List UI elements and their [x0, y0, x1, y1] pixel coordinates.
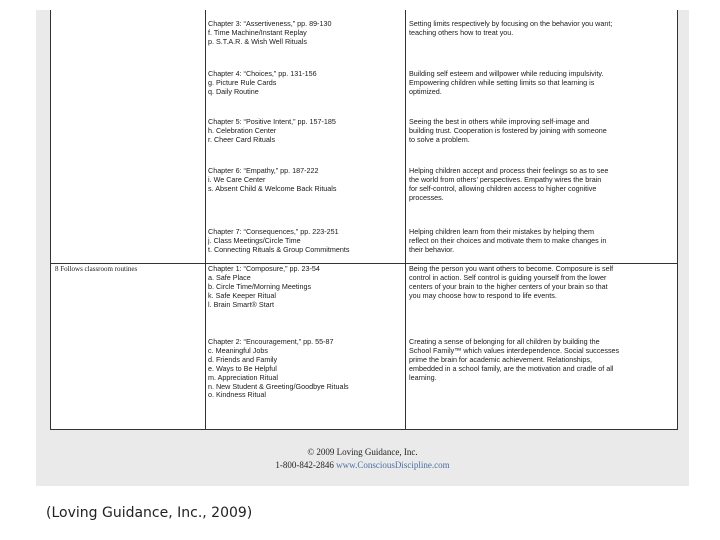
cell-line: t. Connecting Rituals & Group Commitments — [208, 244, 350, 254]
cell-line: Chapter 4: “Choices,” pp. 131-156 — [208, 69, 317, 78]
cell-line: embedded in a school family, are the motivation and cradle of all — [409, 363, 614, 373]
document-page — [36, 10, 689, 486]
description-cell — [409, 20, 674, 38]
cell-line: Chapter 3: “Assertiveness,” pp. 89-130 — [208, 19, 332, 28]
cell-line: a. Safe Place — [208, 272, 251, 282]
cell-line: n. New Student & Greeting/Goodbye Rituals — [208, 381, 349, 391]
cell-line: their behavior. — [409, 244, 455, 254]
cell-line: you may choose how to respond to life events. — [409, 290, 557, 300]
cell-line: teaching others how to treat you. — [409, 27, 514, 37]
cell-line: the world from others’ perspectives. Empathy wires the brain — [409, 174, 602, 184]
cell-line: f. Time Machine/Instant Replay — [208, 27, 307, 37]
description-cell — [409, 338, 674, 383]
cell-line: Setting limits respectively by focusing on the behavior you want; — [409, 19, 613, 28]
cell-line: m. Appreciation Ritual — [208, 372, 278, 382]
cell-line: q. Daily Routine — [208, 86, 259, 96]
chapter-cell — [208, 118, 403, 145]
cell-line: learning. — [409, 372, 437, 382]
footer-copyright: © 2009 Loving Guidance, Inc. — [307, 447, 418, 457]
cell-line: p. S.T.A.R. & Wish Well Rituals — [208, 36, 307, 46]
cell-line: centers of your brain to the higher centers of your brain so that — [409, 281, 608, 291]
cell-line: Chapter 5: “Positive Intent,” pp. 157-185 — [208, 117, 336, 126]
cell-line: building trust. Cooperation is fostered by joining with someone — [409, 125, 607, 135]
description-cell — [409, 118, 674, 145]
footer-contact — [36, 460, 689, 470]
cell-line: c. Meaningful Jobs — [208, 345, 268, 355]
cell-line: l. Brain Smart® Start — [208, 299, 275, 309]
cell-line: optimized. — [409, 86, 442, 96]
chapter-cell — [208, 167, 403, 194]
cell-line: reflect on their choices and motivate them to make changes in — [409, 235, 607, 245]
cell-line: d. Friends and Family — [208, 354, 278, 364]
description-cell — [409, 167, 674, 203]
chapter-cell — [208, 228, 403, 255]
footer-phone: 1-800-842-2846 — [275, 460, 334, 470]
cell-line: prime the brain for academic achievement. Relationships, — [409, 354, 592, 364]
cell-line: Helping children accept and process their feelings so as to see — [409, 166, 609, 175]
cell-line: Building self esteem and willpower while reducing impulsivity. — [409, 69, 604, 78]
column-divider — [405, 10, 406, 429]
chapter-cell — [208, 338, 403, 400]
cell-line: Chapter 6: “Empathy,” pp. 187-222 — [208, 166, 319, 175]
standards-table — [50, 10, 678, 430]
description-cell — [409, 228, 674, 255]
cell-line: Chapter 1: “Composure,” pp. 23-54 — [208, 264, 320, 273]
chapter-cell — [208, 70, 403, 97]
chapter-cell — [208, 265, 403, 310]
cell-line: Seeing the best in others while improving self-image and — [409, 117, 590, 126]
cell-line: for self-control, allowing children access to higher cognitive — [409, 183, 597, 193]
cell-line: g. Picture Rule Cards — [208, 77, 277, 87]
cell-line: control in action. Self control is guiding yourself from the lower — [409, 272, 607, 282]
image-caption: (Loving Guidance, Inc., 2009) — [46, 505, 253, 521]
chapter-cell — [208, 20, 403, 47]
cell-line: i. We Care Center — [208, 174, 266, 184]
cell-line: j. Class Meetings/Circle Time — [208, 235, 301, 245]
cell-line: Chapter 7: “Consequences,” pp. 223-251 — [208, 227, 339, 236]
cell-line: Helping children learn from their mistakes by helping them — [409, 227, 594, 236]
cell-line: o. Kindness Ritual — [208, 390, 266, 400]
column-divider — [205, 10, 206, 429]
cell-line: b. Circle Time/Morning Meetings — [208, 281, 312, 291]
footer-url: www.ConsciousDiscipline.com — [336, 460, 450, 470]
cell-line: to solve a problem. — [409, 134, 470, 144]
cell-line: r. Cheer Card Rituals — [208, 134, 276, 144]
cell-line: processes. — [409, 192, 444, 202]
cell-line: k. Safe Keeper Ritual — [208, 290, 276, 300]
row-label: 8 Follows classroom routines — [55, 265, 138, 273]
cell-line: s. Absent Child & Welcome Back Rituals — [208, 183, 337, 193]
cell-line: h. Celebration Center — [208, 125, 277, 135]
description-cell — [409, 265, 674, 301]
cell-line: Empowering children while setting limits so that learning is — [409, 77, 595, 87]
cell-line: School Family™ which values interdependence. Social successes — [409, 345, 620, 355]
description-cell — [409, 70, 674, 97]
cell-line: Creating a sense of belonging for all children by building the — [409, 337, 600, 346]
cell-line: Chapter 2: “Encouragement,” pp. 55-87 — [208, 337, 334, 346]
cell-line: e. Ways to Be Helpful — [208, 363, 277, 373]
cell-line: Being the person you want others to become. Composure is self — [409, 264, 614, 273]
